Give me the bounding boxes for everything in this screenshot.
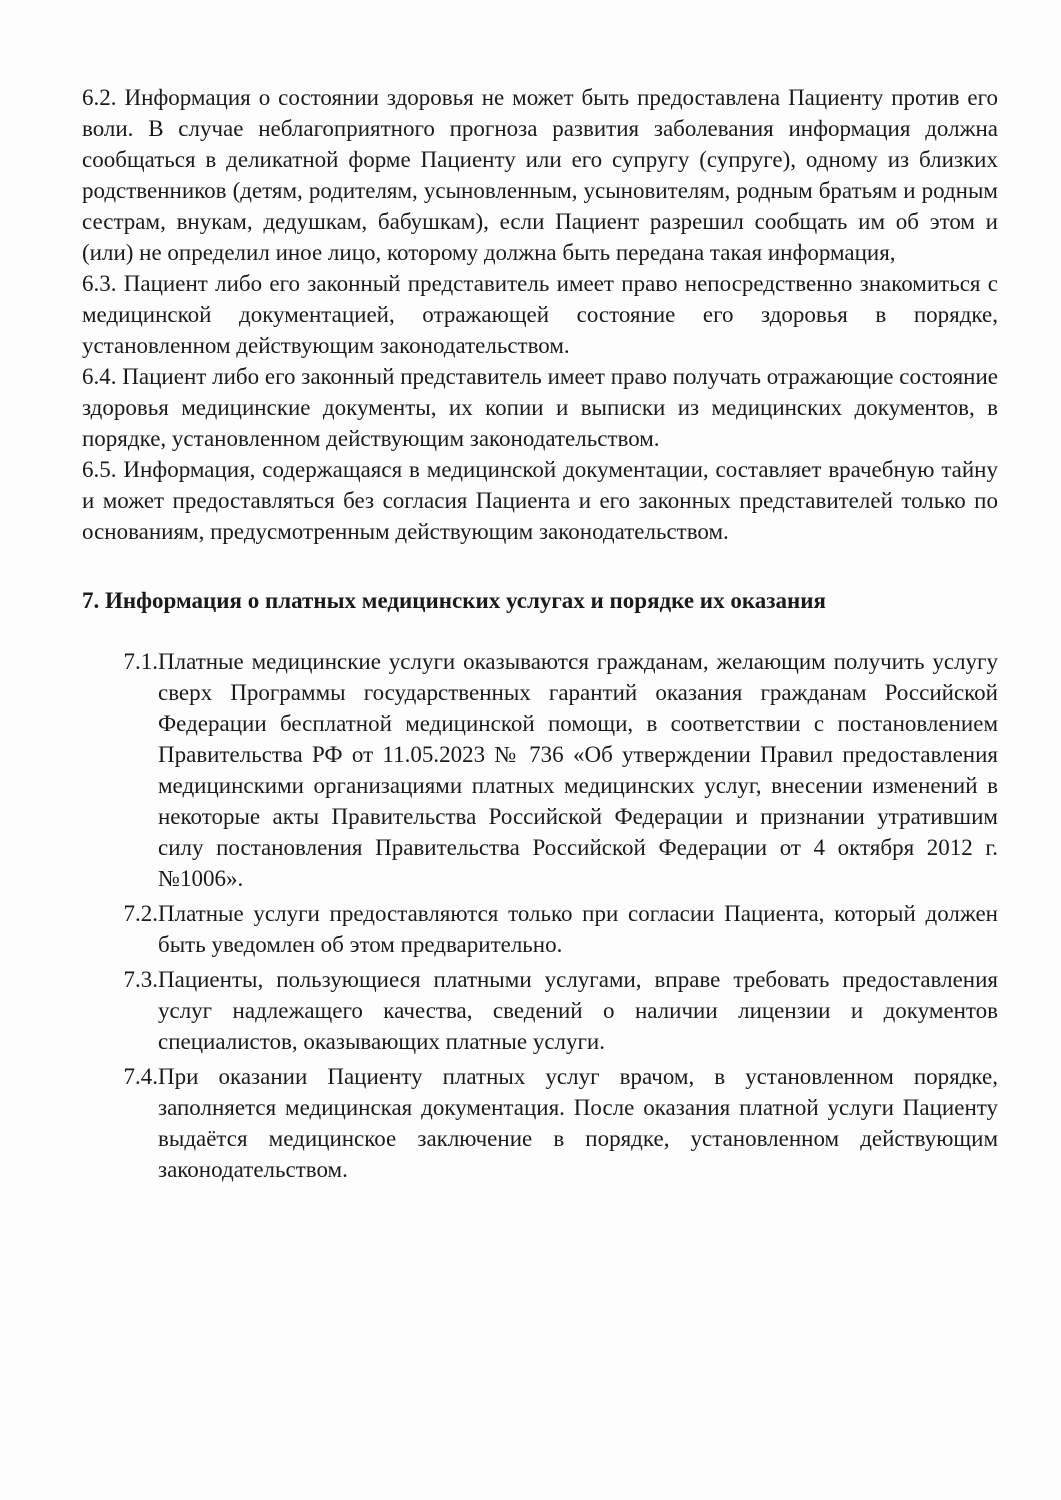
list-item: [82, 964, 998, 1057]
list-item-number: 7.4.: [123, 1064, 158, 1089]
section-7-heading: 7. Информация о платных медицинских услугах и порядке их оказания: [82, 588, 826, 613]
list-item-text: Пациенты, пользующиеся платными услугами, вправе требовать предоставления услуг надлежащего качества, сведений о наличии лицензии и документов специалистов, оказывающих платные услуги.: [158, 967, 998, 1054]
list-item-number: 7.3.: [123, 967, 158, 992]
section-7-list: [82, 646, 998, 1185]
document-body: [82, 82, 998, 1189]
list-item-text: При оказании Пациенту платных услуг врачом, в установленном порядке, заполняется медицинская документация. После оказания платной услуги Пациенту выдаётся медицинское заключение в порядке, установленном действующим законодательством.: [158, 1064, 998, 1182]
paragraph-6-3: 6.3. Пациент либо его законный представитель имеет право непосредственно знакомиться с медицинской документацией, отражающей состояние его здоровья в порядке, установленном действующим законодательством.: [82, 271, 998, 358]
list-item: [82, 1061, 998, 1185]
list-item-number: 7.1.: [123, 649, 158, 674]
paragraph-6-5: 6.5. Информация, содержащаяся в медицинской документации, составляет врачебную тайну и может предоставляться без согласия Пациента и его законных представителей только по основаниям, предусмотренным действующим законодательством.: [82, 457, 998, 544]
list-item-text: Платные медицинские услуги оказываются гражданам, желающим получить услугу сверх Программы государственных гарантий оказания гражданам Российской Федерации бесплатной медицинской помощи, в соответствии с постановлением Правительства РФ от 11.05.2023 № 736 «Об утверждении Правил предоставления медицинскими организациями платных медицинских услуг, внесении изменений в некоторые акты Правительства Российской Федерации и признании утратившим силу постановления Правительства Российской Федерации от 4 октября 2012 г. №1006».: [158, 649, 998, 891]
list-item-number: 7.2.: [123, 901, 158, 926]
paragraph-6-2: 6.2. Информация о состоянии здоровья не может быть предоставлена Пациенту против его воли. В случае неблагоприятного прогноза развития заболевания информация должна сообщаться в деликатной форме Пациенту или его супругу (супруге), одному из близких родственников (детям, родителям, усыновленным, усыновителям, родным братьям и родным сестрам, внукам, дедушкам, бабушкам), если Пациент разрешил сообщать им об этом и (или) не определил иное лицо, которому должна быть передана такая информация,: [82, 85, 998, 265]
list-item: [82, 898, 998, 960]
list-item-text: Платные услуги предоставляются только при согласии Пациента, который должен быть уведомлен об этом предварительно.: [158, 901, 998, 957]
list-item: [82, 646, 998, 894]
paragraph-6-4: 6.4. Пациент либо его законный представитель имеет право получать отражающие состояние здоровья медицинские документы, их копии и выписки из медицинских документов, в порядке, установленном действующим законодательством.: [82, 364, 998, 451]
